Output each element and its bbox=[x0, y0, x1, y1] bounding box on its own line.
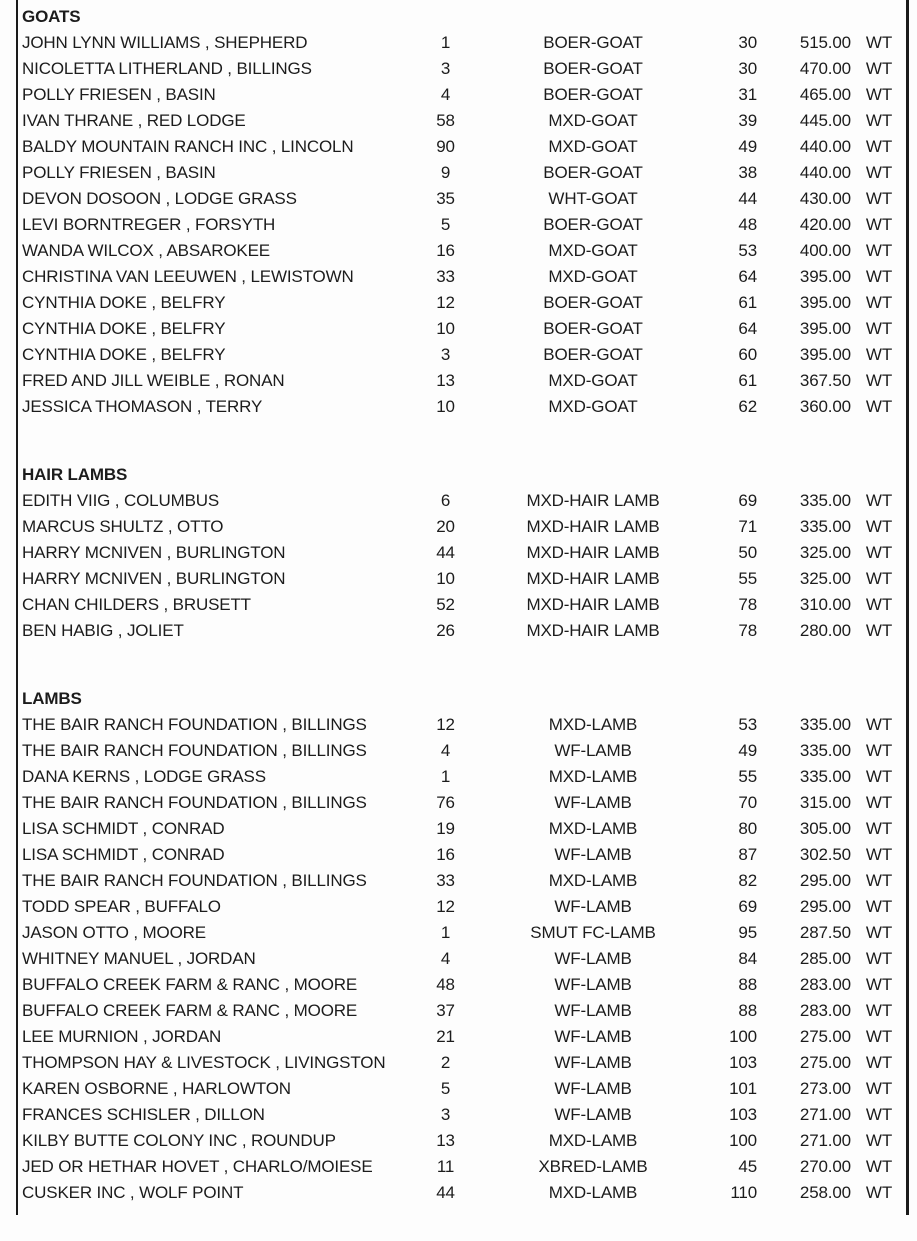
unit-label: WT bbox=[865, 1052, 893, 1072]
unit-label: WT bbox=[865, 188, 893, 208]
avg-weight: 78 bbox=[738, 594, 757, 614]
seller-name: POLLY FRIESEN , BASIN bbox=[22, 162, 216, 182]
seller-name: LISA SCHMIDT , CONRAD bbox=[22, 844, 225, 864]
animal-type: BOER-GOAT bbox=[543, 344, 643, 364]
unit-label: WT bbox=[865, 1130, 893, 1150]
avg-weight: 101 bbox=[729, 1078, 757, 1098]
head-count: 1 bbox=[440, 766, 451, 786]
seller-name: CYNTHIA DOKE , BELFRY bbox=[22, 292, 226, 312]
head-count: 4 bbox=[440, 948, 451, 968]
price: 305.00 bbox=[799, 818, 851, 838]
head-count: 2 bbox=[440, 1052, 451, 1072]
avg-weight: 71 bbox=[738, 516, 757, 536]
unit-label: WT bbox=[865, 136, 893, 156]
seller-name: CHRISTINA VAN LEEUWEN , LEWISTOWN bbox=[22, 266, 354, 286]
price: 470.00 bbox=[799, 58, 851, 78]
unit-label: WT bbox=[865, 266, 893, 286]
seller-name: MARCUS SHULTZ , OTTO bbox=[22, 516, 224, 536]
animal-type: WF-LAMB bbox=[554, 740, 632, 760]
table-row bbox=[18, 341, 906, 367]
head-count: 3 bbox=[440, 344, 451, 364]
seller-name: JASON OTTO , MOORE bbox=[22, 922, 207, 942]
table-row bbox=[18, 393, 906, 419]
animal-type: MXD-HAIR LAMB bbox=[526, 490, 660, 510]
table-section bbox=[18, 3, 906, 419]
price: 280.00 bbox=[799, 620, 851, 640]
unit-label: WT bbox=[865, 922, 893, 942]
animal-type: BOER-GOAT bbox=[543, 318, 643, 338]
price: 287.50 bbox=[799, 922, 851, 942]
table-row bbox=[18, 919, 906, 945]
avg-weight: 88 bbox=[738, 974, 757, 994]
seller-name: CYNTHIA DOKE , BELFRY bbox=[22, 344, 226, 364]
table-row bbox=[18, 211, 906, 237]
animal-type: WF-LAMB bbox=[554, 1000, 632, 1020]
head-count: 44 bbox=[436, 542, 455, 562]
head-count: 16 bbox=[436, 844, 455, 864]
animal-type: WF-LAMB bbox=[554, 1052, 632, 1072]
seller-name: WANDA WILCOX , ABSAROKEE bbox=[22, 240, 270, 260]
animal-type: BOER-GOAT bbox=[543, 58, 643, 78]
unit-label: WT bbox=[865, 516, 893, 536]
avg-weight: 82 bbox=[738, 870, 757, 890]
table-row bbox=[18, 763, 906, 789]
seller-name: JESSICA THOMASON , TERRY bbox=[22, 396, 263, 416]
table-row bbox=[18, 315, 906, 341]
avg-weight: 45 bbox=[738, 1156, 757, 1176]
price: 285.00 bbox=[799, 948, 851, 968]
table-row bbox=[18, 185, 906, 211]
head-count: 4 bbox=[440, 740, 451, 760]
seller-name: BUFFALO CREEK FARM & RANC , MOORE bbox=[22, 1000, 358, 1020]
animal-type: MXD-GOAT bbox=[548, 136, 638, 156]
table-row bbox=[18, 81, 906, 107]
animal-type: WF-LAMB bbox=[554, 844, 632, 864]
unit-label: WT bbox=[865, 110, 893, 130]
seller-name: KILBY BUTTE COLONY INC , ROUNDUP bbox=[22, 1130, 336, 1150]
seller-name: WHITNEY MANUEL , JORDAN bbox=[22, 948, 256, 968]
unit-label: WT bbox=[865, 214, 893, 234]
seller-name: BEN HABIG , JOLIET bbox=[22, 620, 184, 640]
seller-name: LEVI BORNTREGER , FORSYTH bbox=[22, 214, 276, 234]
animal-type: WF-LAMB bbox=[554, 1104, 632, 1124]
unit-label: WT bbox=[865, 490, 893, 510]
head-count: 33 bbox=[436, 870, 455, 890]
animal-type: MXD-GOAT bbox=[548, 370, 638, 390]
seller-name: DEVON DOSOON , LODGE GRASS bbox=[22, 188, 297, 208]
animal-type: MXD-HAIR LAMB bbox=[526, 516, 660, 536]
head-count: 16 bbox=[436, 240, 455, 260]
seller-name: BUFFALO CREEK FARM & RANC , MOORE bbox=[22, 974, 358, 994]
animal-type: MXD-LAMB bbox=[548, 1182, 638, 1202]
price: 440.00 bbox=[799, 162, 851, 182]
table-row bbox=[18, 263, 906, 289]
avg-weight: 39 bbox=[738, 110, 757, 130]
unit-label: WT bbox=[865, 568, 893, 588]
seller-name: LEE MURNION , JORDAN bbox=[22, 1026, 222, 1046]
price: 400.00 bbox=[799, 240, 851, 260]
head-count: 58 bbox=[436, 110, 455, 130]
unit-label: WT bbox=[865, 344, 893, 364]
price: 335.00 bbox=[799, 490, 851, 510]
table-row bbox=[18, 1153, 906, 1179]
table-row bbox=[18, 487, 906, 513]
table-row bbox=[18, 971, 906, 997]
seller-name: LISA SCHMIDT , CONRAD bbox=[22, 818, 225, 838]
avg-weight: 31 bbox=[738, 84, 757, 104]
unit-label: WT bbox=[865, 594, 893, 614]
seller-name: FRED AND JILL WEIBLE , RONAN bbox=[22, 370, 285, 390]
table-row bbox=[18, 367, 906, 393]
price: 283.00 bbox=[799, 974, 851, 994]
unit-label: WT bbox=[865, 948, 893, 968]
avg-weight: 53 bbox=[738, 240, 757, 260]
head-count: 1 bbox=[440, 922, 451, 942]
head-count: 76 bbox=[436, 792, 455, 812]
head-count: 5 bbox=[440, 214, 451, 234]
seller-name: THE BAIR RANCH FOUNDATION , BILLINGS bbox=[22, 792, 367, 812]
animal-type: MXD-LAMB bbox=[548, 714, 638, 734]
unit-label: WT bbox=[865, 896, 893, 916]
avg-weight: 70 bbox=[738, 792, 757, 812]
head-count: 9 bbox=[440, 162, 451, 182]
avg-weight: 49 bbox=[738, 136, 757, 156]
head-count: 12 bbox=[436, 714, 455, 734]
unit-label: WT bbox=[865, 766, 893, 786]
table-row bbox=[18, 711, 906, 737]
table-row bbox=[18, 107, 906, 133]
avg-weight: 69 bbox=[738, 896, 757, 916]
unit-label: WT bbox=[865, 1104, 893, 1124]
avg-weight: 78 bbox=[738, 620, 757, 640]
head-count: 10 bbox=[436, 318, 455, 338]
seller-name: FRANCES SCHISLER , DILLON bbox=[22, 1104, 265, 1124]
head-count: 1 bbox=[440, 32, 451, 52]
head-count: 4 bbox=[440, 84, 451, 104]
animal-type: XBRED-LAMB bbox=[538, 1156, 648, 1176]
seller-name: CUSKER INC , WOLF POINT bbox=[22, 1182, 244, 1202]
seller-name: JOHN LYNN WILLIAMS , SHEPHERD bbox=[22, 32, 308, 52]
head-count: 10 bbox=[436, 396, 455, 416]
table-row bbox=[18, 1049, 906, 1075]
price: 325.00 bbox=[799, 568, 851, 588]
avg-weight: 80 bbox=[738, 818, 757, 838]
table-row bbox=[18, 565, 906, 591]
table-row bbox=[18, 737, 906, 763]
animal-type: WF-LAMB bbox=[554, 896, 632, 916]
unit-label: WT bbox=[865, 162, 893, 182]
unit-label: WT bbox=[865, 1026, 893, 1046]
table-row bbox=[18, 841, 906, 867]
seller-name: THOMPSON HAY & LIVESTOCK , LIVINGSTON bbox=[22, 1052, 386, 1072]
price: 270.00 bbox=[799, 1156, 851, 1176]
price: 335.00 bbox=[799, 714, 851, 734]
table-row bbox=[18, 893, 906, 919]
price: 395.00 bbox=[799, 318, 851, 338]
table-row bbox=[18, 1127, 906, 1153]
unit-label: WT bbox=[865, 1182, 893, 1202]
avg-weight: 30 bbox=[738, 32, 757, 52]
head-count: 13 bbox=[436, 370, 455, 390]
avg-weight: 84 bbox=[738, 948, 757, 968]
table-row bbox=[18, 1101, 906, 1127]
section-title: HAIR LAMBS bbox=[22, 464, 128, 484]
avg-weight: 30 bbox=[738, 58, 757, 78]
head-count: 26 bbox=[436, 620, 455, 640]
animal-type: WF-LAMB bbox=[554, 792, 632, 812]
animal-type: MXD-LAMB bbox=[548, 870, 638, 890]
seller-name: THE BAIR RANCH FOUNDATION , BILLINGS bbox=[22, 740, 367, 760]
animal-type: BOER-GOAT bbox=[543, 292, 643, 312]
unit-label: WT bbox=[865, 318, 893, 338]
seller-name: POLLY FRIESEN , BASIN bbox=[22, 84, 216, 104]
animal-type: WF-LAMB bbox=[554, 974, 632, 994]
animal-type: MXD-HAIR LAMB bbox=[526, 594, 660, 614]
animal-type: WF-LAMB bbox=[554, 948, 632, 968]
head-count: 10 bbox=[436, 568, 455, 588]
head-count: 33 bbox=[436, 266, 455, 286]
unit-label: WT bbox=[865, 792, 893, 812]
animal-type: WF-LAMB bbox=[554, 1078, 632, 1098]
seller-name: DANA KERNS , LODGE GRASS bbox=[22, 766, 266, 786]
table-row bbox=[18, 237, 906, 263]
head-count: 52 bbox=[436, 594, 455, 614]
animal-type: MXD-HAIR LAMB bbox=[526, 568, 660, 588]
price: 335.00 bbox=[799, 740, 851, 760]
seller-name: HARRY MCNIVEN , BURLINGTON bbox=[22, 542, 286, 562]
unit-label: WT bbox=[865, 1000, 893, 1020]
seller-name: THE BAIR RANCH FOUNDATION , BILLINGS bbox=[22, 714, 367, 734]
table-row bbox=[18, 945, 906, 971]
unit-label: WT bbox=[865, 1156, 893, 1176]
animal-type: BOER-GOAT bbox=[543, 32, 643, 52]
avg-weight: 53 bbox=[738, 714, 757, 734]
unit-label: WT bbox=[865, 84, 893, 104]
head-count: 3 bbox=[440, 1104, 451, 1124]
avg-weight: 88 bbox=[738, 1000, 757, 1020]
unit-label: WT bbox=[865, 620, 893, 640]
seller-name: THE BAIR RANCH FOUNDATION , BILLINGS bbox=[22, 870, 367, 890]
avg-weight: 103 bbox=[729, 1104, 757, 1124]
price: 420.00 bbox=[799, 214, 851, 234]
avg-weight: 48 bbox=[738, 214, 757, 234]
price: 335.00 bbox=[799, 516, 851, 536]
animal-type: BOER-GOAT bbox=[543, 162, 643, 182]
price: 275.00 bbox=[799, 1052, 851, 1072]
animal-type: SMUT FC-LAMB bbox=[530, 922, 656, 942]
head-count: 19 bbox=[436, 818, 455, 838]
avg-weight: 55 bbox=[738, 766, 757, 786]
price: 258.00 bbox=[799, 1182, 851, 1202]
avg-weight: 55 bbox=[738, 568, 757, 588]
table-row bbox=[18, 867, 906, 893]
price: 430.00 bbox=[799, 188, 851, 208]
animal-type: MXD-GOAT bbox=[548, 396, 638, 416]
table-section bbox=[18, 461, 906, 643]
table-row bbox=[18, 1075, 906, 1101]
seller-name: HARRY MCNIVEN , BURLINGTON bbox=[22, 568, 286, 588]
head-count: 11 bbox=[436, 1156, 455, 1176]
animal-type: MXD-GOAT bbox=[548, 110, 638, 130]
price: 295.00 bbox=[799, 870, 851, 890]
section-header-row bbox=[18, 461, 906, 487]
table-row bbox=[18, 591, 906, 617]
price: 271.00 bbox=[799, 1104, 851, 1124]
avg-weight: 87 bbox=[738, 844, 757, 864]
avg-weight: 69 bbox=[738, 490, 757, 510]
unit-label: WT bbox=[865, 714, 893, 734]
seller-name: KAREN OSBORNE , HARLOWTON bbox=[22, 1078, 291, 1098]
unit-label: WT bbox=[865, 542, 893, 562]
animal-type: MXD-HAIR LAMB bbox=[526, 542, 660, 562]
table-row bbox=[18, 997, 906, 1023]
price: 310.00 bbox=[799, 594, 851, 614]
avg-weight: 49 bbox=[738, 740, 757, 760]
unit-label: WT bbox=[865, 740, 893, 760]
unit-label: WT bbox=[865, 58, 893, 78]
head-count: 48 bbox=[436, 974, 455, 994]
price: 273.00 bbox=[799, 1078, 851, 1098]
price: 302.50 bbox=[799, 844, 851, 864]
table-row bbox=[18, 789, 906, 815]
animal-type: MXD-LAMB bbox=[548, 766, 638, 786]
price: 360.00 bbox=[799, 396, 851, 416]
section-header-row bbox=[18, 3, 906, 29]
table-section bbox=[18, 685, 906, 1205]
animal-type: MXD-GOAT bbox=[548, 266, 638, 286]
animal-type: MXD-LAMB bbox=[548, 818, 638, 838]
section-header-row bbox=[18, 685, 906, 711]
price: 395.00 bbox=[799, 266, 851, 286]
head-count: 37 bbox=[436, 1000, 455, 1020]
table-row bbox=[18, 617, 906, 643]
price: 295.00 bbox=[799, 896, 851, 916]
avg-weight: 62 bbox=[738, 396, 757, 416]
unit-label: WT bbox=[865, 396, 893, 416]
animal-type: WHT-GOAT bbox=[548, 188, 638, 208]
unit-label: WT bbox=[865, 292, 893, 312]
avg-weight: 100 bbox=[729, 1130, 757, 1150]
avg-weight: 50 bbox=[738, 542, 757, 562]
head-count: 44 bbox=[436, 1182, 455, 1202]
head-count: 35 bbox=[436, 188, 455, 208]
head-count: 5 bbox=[440, 1078, 451, 1098]
head-count: 3 bbox=[440, 58, 451, 78]
table-row bbox=[18, 55, 906, 81]
avg-weight: 95 bbox=[738, 922, 757, 942]
unit-label: WT bbox=[865, 1078, 893, 1098]
table-row bbox=[18, 133, 906, 159]
head-count: 12 bbox=[436, 292, 455, 312]
unit-label: WT bbox=[865, 32, 893, 52]
seller-name: CYNTHIA DOKE , BELFRY bbox=[22, 318, 226, 338]
animal-type: MXD-HAIR LAMB bbox=[526, 620, 660, 640]
avg-weight: 110 bbox=[730, 1182, 757, 1202]
animal-type: BOER-GOAT bbox=[543, 214, 643, 234]
table-row bbox=[18, 513, 906, 539]
price: 325.00 bbox=[799, 542, 851, 562]
avg-weight: 64 bbox=[738, 318, 757, 338]
table-row bbox=[18, 159, 906, 185]
unit-label: WT bbox=[865, 870, 893, 890]
seller-name: IVAN THRANE , RED LODGE bbox=[22, 110, 246, 130]
table-row bbox=[18, 539, 906, 565]
animal-type: MXD-LAMB bbox=[548, 1130, 638, 1150]
price: 395.00 bbox=[799, 292, 851, 312]
head-count: 12 bbox=[436, 896, 455, 916]
table-row bbox=[18, 289, 906, 315]
price: 283.00 bbox=[799, 1000, 851, 1020]
price: 440.00 bbox=[799, 136, 851, 156]
head-count: 90 bbox=[436, 136, 455, 156]
unit-label: WT bbox=[865, 370, 893, 390]
animal-type: WF-LAMB bbox=[554, 1026, 632, 1046]
unit-label: WT bbox=[865, 240, 893, 260]
avg-weight: 61 bbox=[738, 292, 757, 312]
table-row bbox=[18, 1023, 906, 1049]
unit-label: WT bbox=[865, 818, 893, 838]
table-row bbox=[18, 815, 906, 841]
table-row bbox=[18, 1179, 906, 1205]
sale-results-table bbox=[16, 0, 909, 1215]
head-count: 21 bbox=[436, 1026, 455, 1046]
avg-weight: 44 bbox=[738, 188, 757, 208]
seller-name: TODD SPEAR , BUFFALO bbox=[22, 896, 221, 916]
head-count: 6 bbox=[440, 490, 451, 510]
price: 465.00 bbox=[799, 84, 851, 104]
price: 271.00 bbox=[799, 1130, 851, 1150]
seller-name: CHAN CHILDERS , BRUSETT bbox=[22, 594, 251, 614]
table-row bbox=[18, 29, 906, 55]
seller-name: JED OR HETHAR HOVET , CHARLO/MOIESE bbox=[22, 1156, 373, 1176]
seller-name: NICOLETTA LITHERLAND , BILLINGS bbox=[22, 58, 312, 78]
animal-type: BOER-GOAT bbox=[543, 84, 643, 104]
avg-weight: 103 bbox=[729, 1052, 757, 1072]
unit-label: WT bbox=[865, 844, 893, 864]
head-count: 20 bbox=[436, 516, 455, 536]
avg-weight: 64 bbox=[738, 266, 757, 286]
section-title: GOATS bbox=[22, 6, 81, 26]
section-title: LAMBS bbox=[22, 688, 82, 708]
seller-name: EDITH VIIG , COLUMBUS bbox=[22, 490, 220, 510]
price: 335.00 bbox=[799, 766, 851, 786]
price: 315.00 bbox=[799, 792, 851, 812]
price: 367.50 bbox=[799, 370, 851, 390]
price: 395.00 bbox=[799, 344, 851, 364]
head-count: 13 bbox=[436, 1130, 455, 1150]
animal-type: MXD-GOAT bbox=[548, 240, 638, 260]
unit-label: WT bbox=[865, 974, 893, 994]
avg-weight: 60 bbox=[738, 344, 757, 364]
price: 445.00 bbox=[799, 110, 851, 130]
avg-weight: 100 bbox=[729, 1026, 757, 1046]
price: 275.00 bbox=[799, 1026, 851, 1046]
avg-weight: 38 bbox=[738, 162, 757, 182]
price: 515.00 bbox=[799, 32, 851, 52]
seller-name: BALDY MOUNTAIN RANCH INC , LINCOLN bbox=[22, 136, 354, 156]
avg-weight: 61 bbox=[738, 370, 757, 390]
